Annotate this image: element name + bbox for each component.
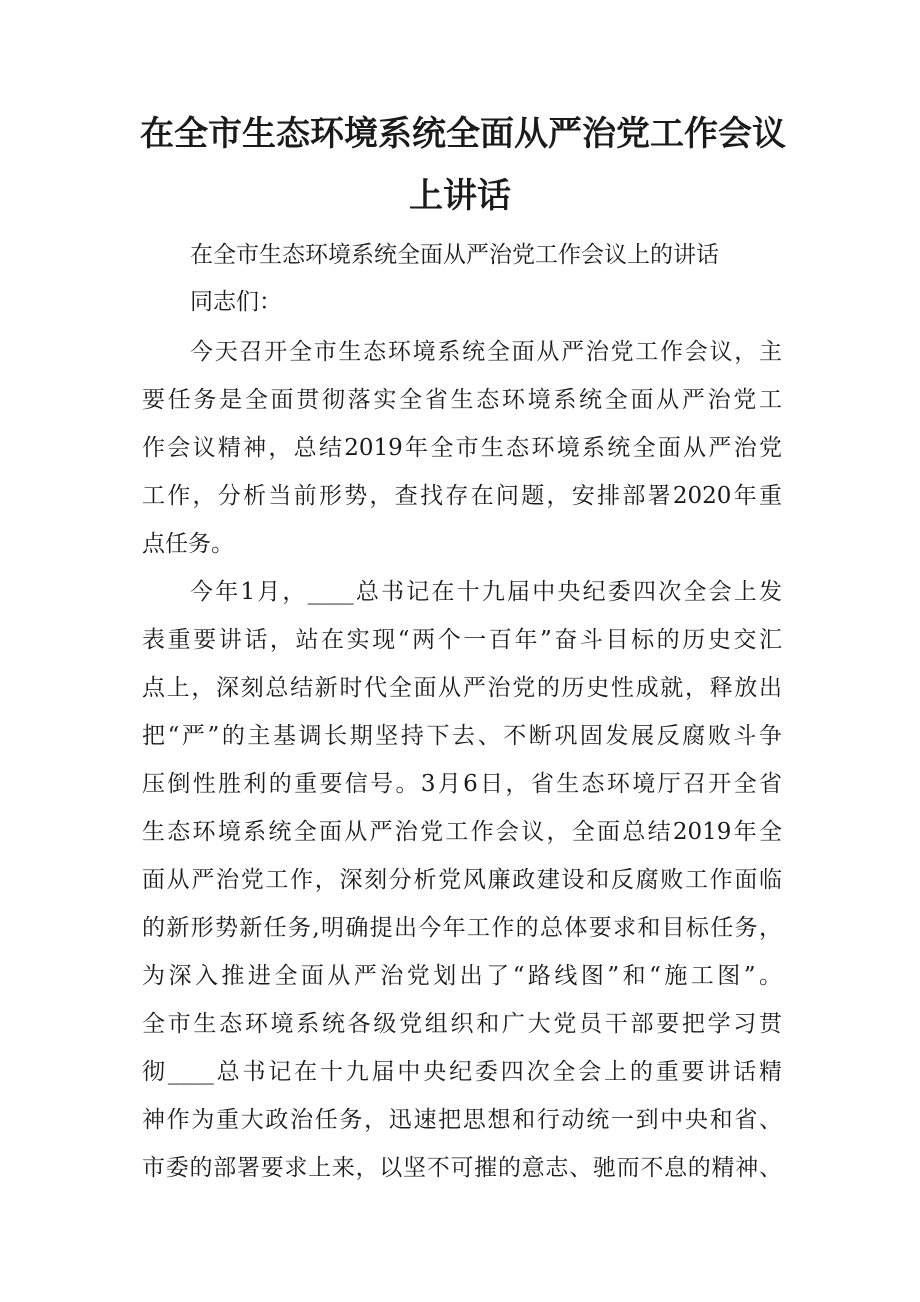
body-line: 面从严治党工作，深刻分析党风廉政建设和反腐败工作面临 <box>142 867 782 893</box>
body-line: 神作为重大政治任务，迅速把思想和行动统一到中央和省、 <box>142 1107 782 1133</box>
body-line: 表重要讲话，站在实现“两个一百年”奋斗目标的历史交汇 <box>142 627 782 653</box>
body-line: 今天召开全市生态环境系统全面从严治党工作会议，主 <box>190 339 782 365</box>
body-line: 今年1月，____总书记在十九届中央纪委四次全会上发 <box>190 579 782 605</box>
body-line: 把“严”的主基调长期坚持下去、不断巩固发展反腐败斗争 <box>142 723 782 749</box>
body-line: 要任务是全面贯彻落实全省生态环境系统全面从严治党工 <box>142 387 782 413</box>
body-line: 压倒性胜利的重要信号。3月6日，省生态环境厅召开全省 <box>142 771 782 797</box>
document-title-line-2: 上讲话 <box>409 176 511 216</box>
body-line: 为深入推进全面从严治党划出了“路线图”和“施工图”。 <box>142 963 782 989</box>
body-line: 的新形势新任务,明确提出今年工作的总体要求和目标任务， <box>142 915 782 941</box>
body-line: 点任务。 <box>142 531 234 557</box>
body-line: 生态环境系统全面从严治党工作会议，全面总结2019年全 <box>142 819 782 845</box>
salutation: 同志们： <box>190 289 282 315</box>
body-line: 工作，分析当前形势，查找存在问题，安排部署2020年重 <box>142 483 782 509</box>
body-line: 彻____总书记在十九届中央纪委四次全会上的重要讲话精 <box>142 1059 782 1085</box>
body-line: 作会议精神，总结2019年全市生态环境系统全面从严治党 <box>142 435 782 461</box>
body-line: 市委的部署要求上来，以坚不可摧的意志、驰而不息的精神、 <box>142 1155 782 1181</box>
document-title-line-1: 在全市生态环境系统全面从严治党工作会议 <box>140 114 786 154</box>
body-line: 全市生态环境系统各级党组织和广大党员干部要把学习贯 <box>142 1011 782 1037</box>
document-subtitle: 在全市生态环境系统全面从严治党工作会议上的讲话 <box>190 242 719 268</box>
body-line: 点上，深刻总结新时代全面从严治党的历史性成就，释放出 <box>142 675 782 701</box>
